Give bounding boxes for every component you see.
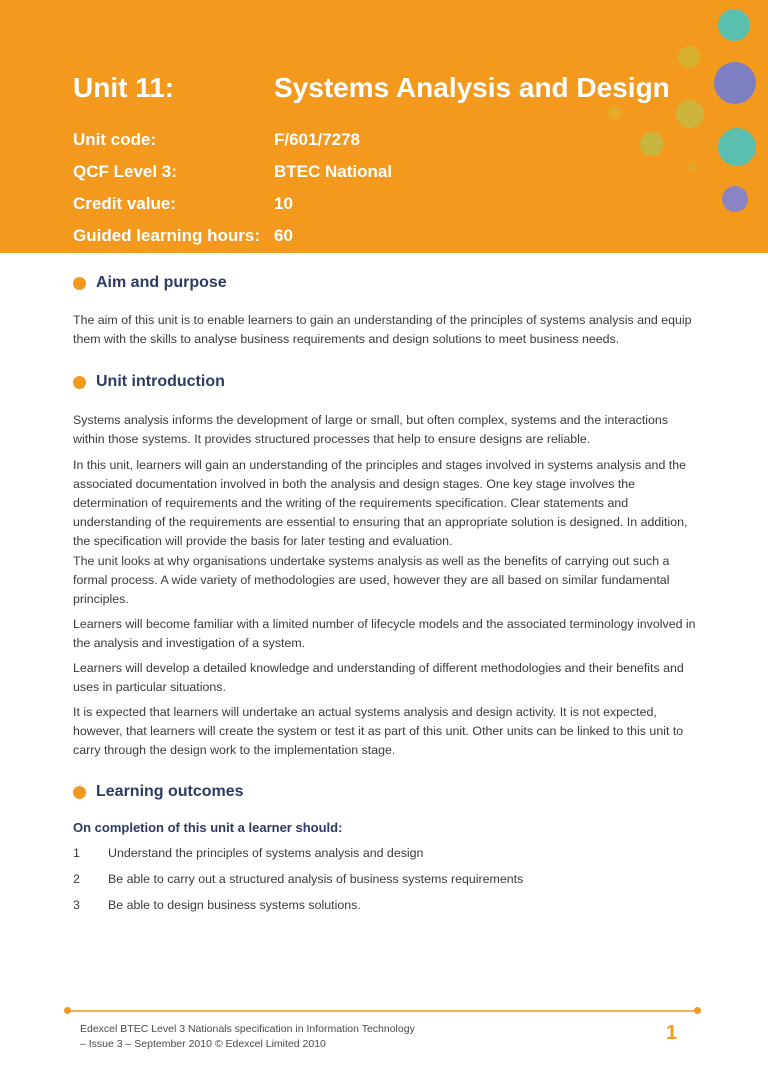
header-band	[0, 0, 768, 253]
intro-paragraph: Learners will become familiar with a limited number of lifecycle models and the associated terminology involved in the analysis and investigation of a system.	[73, 617, 696, 650]
section-introduction-heading	[73, 373, 225, 391]
bullet-icon	[73, 376, 86, 389]
meta-label: Credit value:	[73, 194, 176, 213]
unit-number: Unit 11:	[73, 72, 175, 103]
outcome-number: 2	[73, 872, 80, 886]
decorative-circle	[718, 128, 756, 166]
meta-label: Unit code:	[73, 130, 157, 149]
unit-title: Systems Analysis and Design	[274, 72, 670, 103]
section-title: Unit introduction	[96, 373, 225, 390]
decorative-circle	[678, 46, 700, 68]
footer-citation	[80, 1022, 415, 1052]
section-outcomes-heading	[73, 783, 244, 801]
decorative-circle	[676, 100, 704, 128]
intro-paragraph: It is expected that learners will undertake an actual systems analysis and design activity. It is not expected, however, that learners will create the system or test it as part of this unit. Other units can be linked to this unit to carry through the design work to the implementation stage.	[73, 705, 684, 757]
decorative-circle	[722, 186, 748, 212]
meta-value: BTEC National	[274, 162, 393, 181]
intro-paragraph: Learners will develop a detailed knowledge and understanding of different methodologies and their benefits and uses in particular situations.	[73, 661, 684, 694]
section-aim-heading	[73, 274, 227, 292]
footer-line-2: – Issue 3 – September 2010 © Edexcel Limited 2010	[80, 1038, 326, 1050]
footer-divider	[67, 1010, 697, 1012]
decorative-circle	[688, 162, 698, 172]
meta-label: Guided learning hours:	[73, 226, 261, 245]
intro-paragraph: Systems analysis informs the development of large or small, but often complex, systems and the interactions within those systems. It provides structured processes that help to ensure designs are reliable.	[73, 413, 669, 446]
outcome-number: 3	[73, 898, 80, 912]
footer-divider-end-dot	[64, 1007, 71, 1014]
outcome-number: 1	[73, 846, 80, 860]
outcomes-subheading: On completion of this unit a learner should:	[73, 820, 343, 835]
outcome-text: Understand the principles of systems analysis and design	[108, 846, 424, 860]
decorative-circle	[718, 9, 750, 41]
footer-divider-end-dot	[694, 1007, 701, 1014]
footer-line-1: Edexcel BTEC Level 3 Nationals specification in Information Technology	[80, 1023, 415, 1035]
decorative-circle	[714, 62, 756, 104]
meta-value: 60	[274, 226, 293, 245]
meta-label: QCF Level 3:	[73, 162, 177, 181]
outcome-text: Be able to design business systems solutions.	[108, 898, 361, 912]
intro-paragraph: In this unit, learners will gain an understanding of the principles and stages involved in systems analysis and the associated documentation involved in both the analysis and design stages. One key stage involves the determination of requirements and the writing of the requirements specification. Clear statements and understanding of the requirements are essential to ensuring that an appropriate solution is designed. In addition, the specification will provide the basis for later testing and evaluation.	[73, 458, 688, 548]
bullet-icon	[73, 277, 86, 290]
page-number: 1	[666, 1022, 678, 1044]
bullet-icon	[73, 786, 86, 799]
section-title: Learning outcomes	[96, 783, 244, 800]
outcome-text: Be able to carry out a structured analysis of business systems requirements	[108, 872, 524, 886]
decorative-circle	[608, 106, 622, 120]
decorative-circle	[640, 132, 664, 156]
meta-value: F/601/7278	[274, 130, 361, 149]
intro-paragraph: The unit looks at why organisations undertake systems analysis as well as the benefits of carrying out such a formal process. A wide variety of methodologies are used, however they are all based on similar fundamental principles.	[73, 554, 670, 606]
meta-value: 10	[274, 194, 293, 213]
section-title: Aim and purpose	[96, 274, 227, 291]
aim-paragraph: The aim of this unit is to enable learners to gain an understanding of the principles of systems analysis and equip them with the skills to analyse business requirements and design solutions to meet business needs.	[73, 313, 692, 346]
